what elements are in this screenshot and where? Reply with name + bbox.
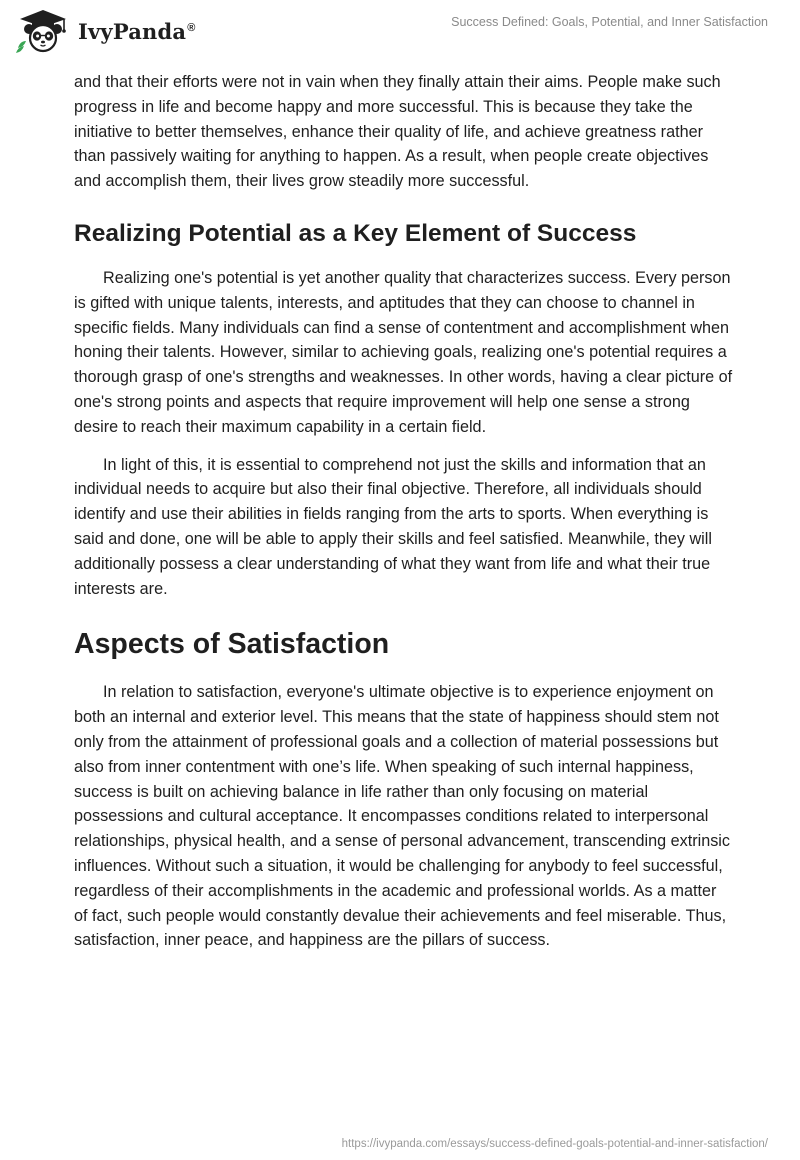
intro-paragraph: and that their efforts were not in vain when they finally attain their aims. People make such progress in life and become happy and more successful. This is because they take the initiative to better themselves, enhance their quality of life, and achieve greatness rather than passively waiting for anything to happen. As a result, when people create objectives and accomplish them, their lives grow steadily more successful. [74,73,721,191]
source-url-link[interactable]: https://ivypanda.com/essays/success-defined-goals-potential-and-inner-satisfaction/ [341,1138,768,1150]
section-heading-potential: Realizing Potential as a Key Element of Success [74,219,637,247]
brand-name: IvyPanda® [78,18,196,44]
essay-body [74,70,734,966]
page-header [0,0,800,62]
section-heading-satisfaction: Aspects of Satisfaction [74,628,390,661]
panda-graduate-icon [14,8,72,54]
body-paragraph: Realizing one's potential is yet another quality that characterizes success. Every person is gifted with unique talents, interests, and aptitudes that they can choose to channel in specific fields. Many individuals can find a sense of contentment and accomplishment when honing their talents. However, similar to achieving goals, realizing one's potential requires a thorough grasp of one's strengths and weaknesses. In other words, having a clear picture of one's strong points and aspects that require improvement will help one sense a strong desire to reach their maximum capability in a certain field. [74,268,733,436]
brand-logo[interactable] [14,8,196,54]
body-paragraph: In light of this, it is essential to comprehend not just the skills and information that an individual needs to acquire but also their final objective. Therefore, all individuals should identify and use their abilities in fields ranging from the arts to sports. When everything is said and done, one will be able to apply their skills and feel satisfied. Meanwhile, they will additionally possess a clear understanding of what they want from life and what their true interests are. [74,455,712,598]
body-paragraph: In relation to satisfaction, everyone's ultimate objective is to experience enjoyment on both an internal and exterior level. This means that the state of happiness should stem not only from the attainment of professional goals and a collection of material possessions but also from inner contentment with one’s life. When speaking of such internal happiness, success is built on achieving balance in life rather than only focusing on material possessions and cultural acceptance. It encompasses conditions related to interpersonal relationships, physical health, and a sense of personal advancement, transcending extrinsic influences. Without such a situation, it would be challenging for anybody to feel successful, regardless of their accomplishments in the academic and professional worlds. As a matter of fact, such people would constantly devalue their achievements and feel miserable. Thus, satisfaction, inner peace, and happiness are the pillars of success. [74,683,730,950]
document-title: Success Defined: Goals, Potential, and Inner Satisfaction [451,15,768,29]
registered-mark: ® [187,21,196,34]
